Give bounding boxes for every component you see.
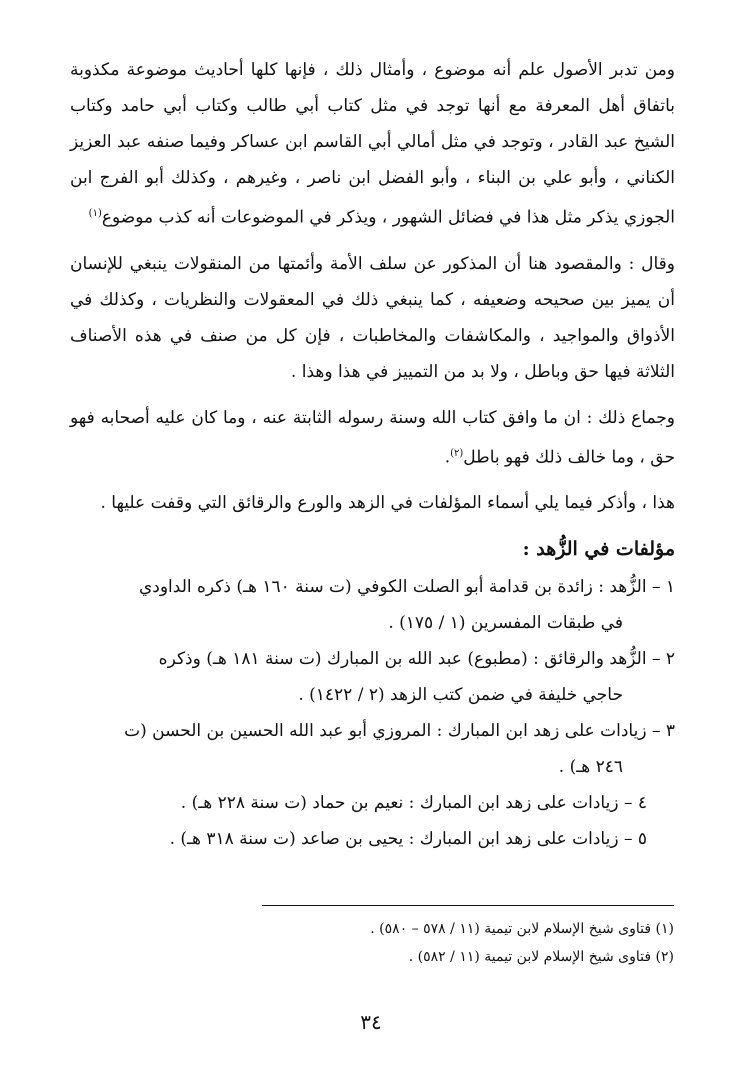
- paragraph-3-text: وجماع ذلك : ان ما وافق كتاب الله وسنة رسوله الثابتة عنه ، وما كان عليه أصحابه فهو حق ، وما خالف ذلك فهو باطل: [70, 407, 675, 468]
- list-item-text: الزُّهد والرقائق : (مطبوع) عبد الله بن المبارك (ت سنة ١٨١ هـ) وذكره: [158, 649, 647, 670]
- list-item-text: الزُّهد : زائدة بن قدامة أبو الصلت الكوفي (ت سنة ١٦٠ هـ) ذكره الداودي: [138, 577, 647, 598]
- list-item-number: ٥ –: [623, 829, 647, 850]
- footnote-1: (١) فتاوى شيخ الإسلام لابن تيمية (١١ / ٥٧٨ – ٥٨٠) .: [370, 921, 674, 937]
- list-item-text: زيادات على زهد ابن المبارك : نعيم بن حماد (ت سنة ٢٢٨ هـ) .: [180, 793, 619, 814]
- paragraph-2: وقال : والمقصود هنا أن المذكور عن سلف الأمة وأئمتها من المنقولات ينبغي للإنسان أن يميز بين صحيحه وضعيفه ، كما ينبغي ذلك في المعقولات والنظريات ، وكذلك في الأذواق والمواجيد ، والمكاشفات والمخاطبات ، فإن كل من صنف في هذه الأصناف الثلاثة فيها حق وباطل ، ولا بد من التمييز في هذا وهذا .: [70, 253, 676, 382]
- section-heading: مؤلفات في الزُّهد :: [522, 538, 675, 561]
- list-item-2-continuation: حاجي خليفة في ضمن كتب الزهد (٢ / ١٤٢٢) .: [298, 685, 623, 706]
- list-item-text: زيادات على زهد ابن المبارك : المروزي أبو عبد الله الحسين بن الحسن (ت: [124, 721, 647, 742]
- list-item-3-continuation: ٢٤٦ هـ) .: [558, 757, 623, 778]
- footnotes: [114, 915, 674, 971]
- list-item-1-continuation: في طبقات المفسرين (١ / ١٧٥) .: [388, 613, 623, 634]
- list-item-number: ٤ –: [623, 793, 647, 814]
- list-item-4: [70, 785, 675, 821]
- list-item-2: [70, 641, 675, 677]
- page-body: [70, 52, 675, 857]
- footnote-divider: [262, 905, 674, 906]
- footnote-ref-1: (١): [88, 208, 102, 219]
- paragraph-1: [70, 52, 675, 236]
- footnote-2: (٢) فتاوى شيخ الإسلام لابن تيمية (١١ / ٥٨٢) .: [408, 949, 674, 965]
- list-item-number: ١ –: [651, 577, 675, 598]
- footnote-ref-2: (٢): [450, 447, 464, 459]
- list-item-3: [70, 713, 675, 749]
- paragraph-3-end: .: [444, 447, 451, 468]
- list-item-number: ٣ –: [651, 721, 675, 742]
- paragraph-1-text: ومن تدبر الأصول علم أنه موضوع ، وأمثال ذلك ، فإنها كلها أحاديث موضوعة مكذوبة باتفاق أهل المعرفة مع أنها توجد في مثل كتاب أبي طالب وكتاب أبي حامد وكتاب الشيخ عبد القادر ، وتوجد في مثل أمالي أبي القاسم ابن عساكر وفيما صنفه عبد العزيز الكناني ، وأبو علي بن البناء ، وأبو الفضل ابن ناصر ، وغيرهم ، وكذلك أبو الفرج ابن الجوزي يذكر مثل هذا في فضائل الشهور ، ويذكر في الموضوعات أنه كذب موضوع: [70, 60, 675, 228]
- list-item-1: [70, 569, 675, 605]
- list-item-5: [70, 821, 675, 857]
- paragraph-3: [70, 400, 675, 476]
- list-item-text: زيادات على زهد ابن المبارك : يحيى بن صاعد (ت سنة ٣١٨ هـ) .: [169, 829, 619, 850]
- page-number: ٣٤: [360, 1010, 382, 1034]
- list-item-number: ٢ –: [651, 649, 675, 670]
- paragraph-4: هذا ، وأذكر فيما يلي أسماء المؤلفات في الزهد والورع والرقائق التي وقفت عليها .: [100, 493, 675, 514]
